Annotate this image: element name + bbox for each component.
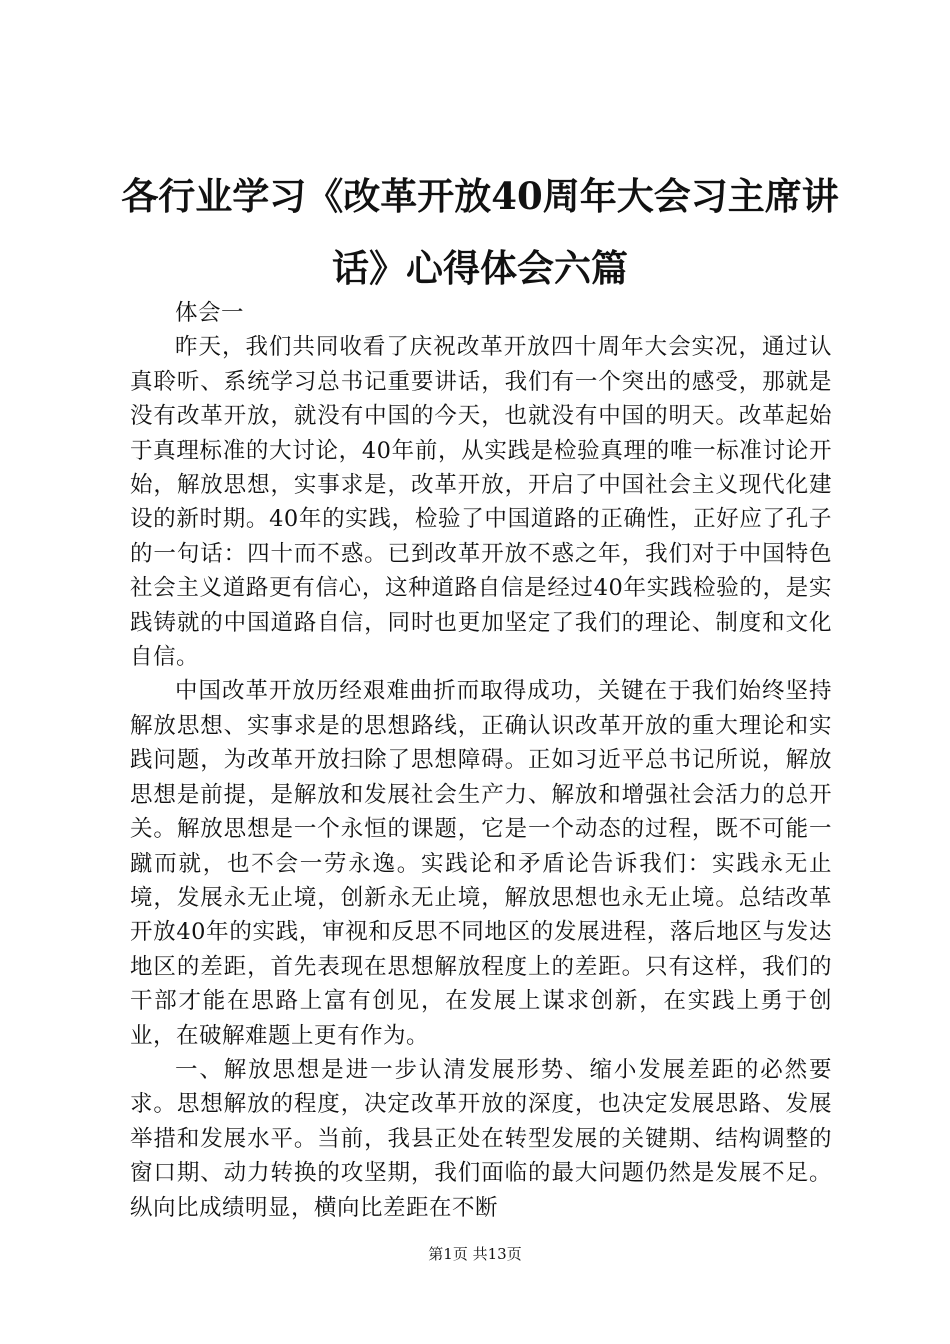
paragraph: 昨天，我们共同收看了庆祝改革开放四十周年大会实况，通过认真聆听、系统学习总书记重要讲话，我们有一个突出的感受，那就是没有改革开放，就没有中国的今天，也就没有中国的明天。改革起始于真理标准的大讨论，40年前，从实践是检验真理的唯一标准讨论开始，解放思想，实事求是，改革开放，开启了中国社会主义现代化建设的新时期。40年的实践，检验了中国道路的正确性，正好应了孔子的一句话：四十而不惑。已到改革开放不惑之年，我们对于中国特色社会主义道路更有信心，这种道路自信是经过40年实践检验的，是实践铸就的中国道路自信，同时也更加坚定了我们的理论、制度和文化自信。 — [130, 334, 832, 671]
document-title: 各行业学习《改革开放40周年大会习主席讲话》心得体会六篇 — [121, 174, 839, 290]
section-heading: 体会一 — [175, 300, 245, 326]
page-number-footer: 第1页 共13页 — [428, 1245, 522, 1263]
paragraph: 一、解放思想是进一步认清发展形势、缩小发展差距的必然要求。思想解放的程度，决定改革开放的深度，也决定发展思路、发展举措和发展水平。当前，我县正处在转型发展的关键期、结构调整的窗口期、动力转换的攻坚期，我们面临的最大问题仍然是发展不足。纵向比成绩明显，横向比差距在不断 — [130, 1056, 832, 1221]
paragraph: 中国改革开放历经艰难曲折而取得成功，关键在于我们始终坚持解放思想、实事求是的思想路线，正确认识改革开放的重大理论和实践问题，为改革开放扫除了思想障碍。正如习近平总书记所说，解放思想是前提，是解放和发展社会生产力、解放和增强社会活力的总开关。解放思想是一个永恒的课题，它是一个动态的过程，既不可能一蹴而就，也不会一劳永逸。实践论和矛盾论告诉我们：实践永无止境，发展永无止境，创新永无止境，解放思想也永无止境。总结改革开放40年的实践，审视和反思不同地区的发展进程，落后地区与发达地区的差距，首先表现在思想解放程度上的差距。只有这样，我们的干部才能在思路上富有创见，在发展上谋求创新，在实践上勇于创业，在破解难题上更有作为。 — [130, 678, 832, 1049]
document-body — [130, 296, 832, 1225]
